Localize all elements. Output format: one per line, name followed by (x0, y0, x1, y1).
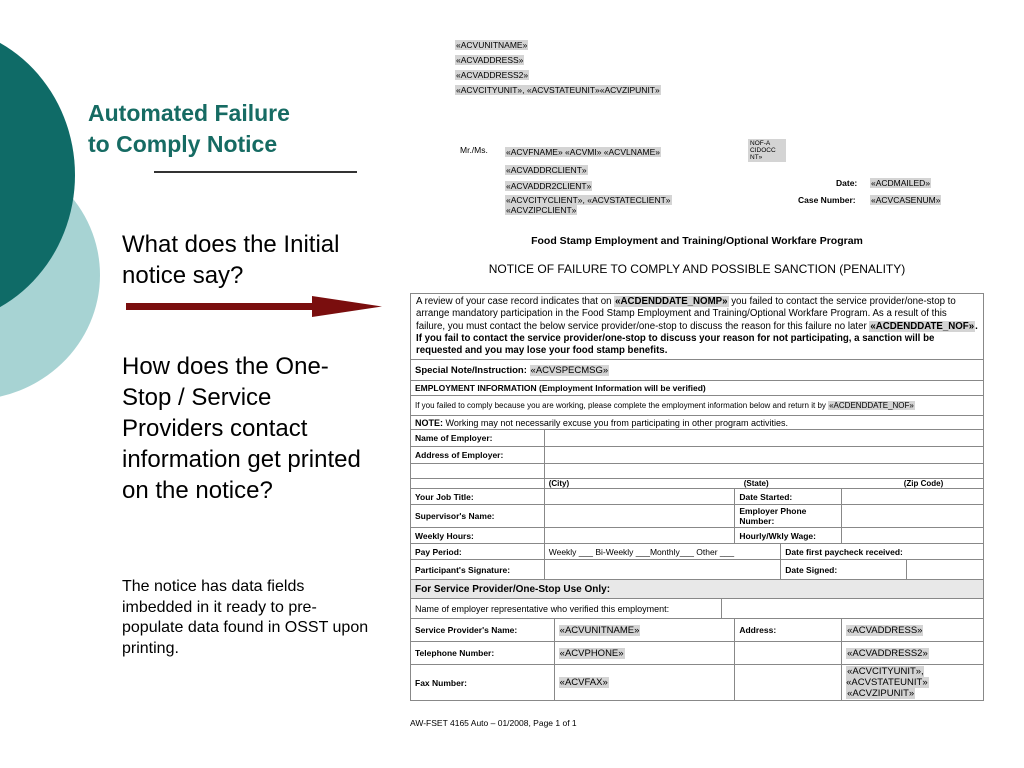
table-row (411, 396, 984, 416)
job-title-label: Your Job Title: (411, 489, 545, 505)
date-value: «ACDMAILED» (871, 178, 931, 188)
if-failed-cell: If you failed to comply because you are working, please complete the employment information below and return it by «ACDENDDATE_NOF» (411, 396, 984, 416)
table-row (411, 447, 984, 464)
table-row (411, 560, 984, 580)
client-zip-field: «ACVZIPCLIENT» (506, 205, 577, 215)
pay-period-options: Weekly ___ Bi-Weekly ___Monthly___ Other ___ (544, 544, 781, 560)
telephone-field: «ACVPHONE» (559, 647, 624, 659)
unit-city-field: «ACVCITYUNIT», «ACVSTATEUNIT»«ACVZIPUNIT» (456, 85, 660, 95)
service-provider-name-field: «ACVUNITNAME» (559, 624, 640, 636)
client-addr-field: «ACVADDRCLIENT» (506, 165, 587, 175)
table-row (411, 544, 984, 560)
special-note-cell: Special Note/Instruction: «ACVSPECMSG» (411, 360, 984, 381)
pay-period-label: Pay Period: (411, 544, 545, 560)
unit-name-field: «ACVUNITNAME» (456, 40, 528, 50)
hourly-wage-label: Hourly/Wkly Wage: (735, 528, 842, 544)
service-provider-name-label: Service Provider's Name: (411, 619, 555, 642)
answer-note: The notice has data fields imbedded in it ready to pre-populate data found in OSST upon printing. (122, 578, 369, 657)
table-row (411, 479, 984, 489)
provider-use-heading: For Service Provider/One-Stop Use Only: (411, 580, 984, 599)
table-row (411, 430, 984, 447)
unit-address-block (455, 38, 661, 98)
client-addr2-field: «ACVADDR2CLIENT» (506, 181, 592, 191)
nof-code-field: NOF-A CIDOCC NT» (748, 139, 786, 162)
fax-field: «ACVFAX» (559, 677, 608, 689)
enddate-nof-field: «ACDENDDATE_NOF» (870, 320, 975, 332)
notice-title: NOTICE OF FAILURE TO COMPLY AND POSSIBLE SANCTION (PENALITY) (488, 262, 906, 276)
salutation: Mr./Ms. (460, 145, 488, 155)
table-row (411, 416, 984, 430)
table-row (411, 599, 984, 619)
date-signed-label: Date Signed: (781, 560, 907, 580)
addr-employer-label: Address of Employer: (411, 447, 545, 464)
table-row (411, 294, 984, 360)
table-row (411, 580, 984, 599)
name-employer-value (544, 430, 983, 447)
address-label: Address: (735, 619, 842, 642)
table-row (411, 505, 984, 528)
date-label: Date: (836, 178, 858, 188)
addr-employer-value (544, 447, 983, 464)
provider-address2-field: «ACVADDRESS2» (847, 647, 928, 659)
slide-title-line1: Automated Failure (88, 100, 290, 126)
slide-title (88, 98, 388, 160)
form-footer: AW-FSET 4165 Auto – 01/2008, Page 1 of 1 (410, 718, 577, 728)
participant-signature-label: Participant's Signature: (411, 560, 545, 580)
client-city-field: «ACVCITYCLIENT», «ACVSTATECLIENT» (506, 195, 671, 205)
supervisor-label: Supervisor's Name: (411, 505, 545, 528)
slide-title-line2: to Comply Notice (88, 131, 278, 157)
employment-info-heading: EMPLOYMENT INFORMATION (Employment Information will be verified) (411, 381, 984, 396)
first-paycheck-label: Date first paycheck received: (781, 544, 984, 560)
client-name-field: «ACVFNAME» «ACVMI» «ACVLNAME» (506, 147, 660, 157)
question-contact-info: How does the One-Stop / Service Providers contact information get printed on the notice? (122, 353, 361, 504)
city-state-zip-headers: (City) (State) (Zip Code) (544, 479, 983, 489)
failure-paragraph: A review of your case record indicates that on «ACDENDDATE_NOMP» you failed to contact the service provider/one-stop to arrange mandatory participation in the Food Stamp Employment and Training/Optional Workfare Program. As a result of this failure, you must contact the below service provider/one-stop to discuss the reason for this failure no later «ACDENDDATE_NOF». If you fail to contact the service provider/one-stop to discuss your reason for not participating, a sanction will be requested and you may lose your food stamp benefits. (411, 294, 984, 360)
provider-city-state-field: «ACVCITYUNIT», «ACVSTATEUNIT» (846, 666, 928, 689)
client-address-block (505, 145, 672, 217)
unit-address-field: «ACVADDRESS» (456, 55, 524, 65)
table-row (411, 360, 984, 381)
table-row (411, 381, 984, 396)
note-cell: NOTE: Working may not necessarily excuse you from participating in other program activities. (411, 416, 984, 430)
name-employer-label: Name of Employer: (411, 430, 545, 447)
telephone-label: Telephone Number: (411, 642, 555, 665)
enddate-nof-field-2: «ACDENDDATE_NOF» (829, 401, 914, 411)
title-underline (154, 171, 357, 173)
special-msg-field: «ACVSPECMSG» (530, 364, 609, 376)
unit-address2-field: «ACVADDRESS2» (456, 70, 529, 80)
table-row (411, 528, 984, 544)
employer-phone-label: Employer Phone Number: (735, 505, 842, 528)
date-started-label: Date Started: (735, 489, 842, 505)
weekly-hours-label: Weekly Hours: (411, 528, 545, 544)
provider-address-field: «ACVADDRESS» (847, 624, 923, 636)
table-row (411, 619, 984, 642)
program-heading: Food Stamp Employment and Training/Optional Workfare Program (531, 235, 863, 247)
case-number-value: «ACVCASENUM» (871, 195, 941, 205)
table-row (411, 665, 984, 701)
question-initial-notice: What does the Initial notice say? (122, 231, 340, 289)
fax-label: Fax Number: (411, 665, 555, 701)
case-number-label: Case Number: (798, 195, 856, 205)
enddate-nomp-field: «ACDENDDATE_NOMP» (615, 296, 728, 307)
table-row (411, 464, 984, 479)
table-row (411, 489, 984, 505)
right-arrow-icon (126, 295, 382, 319)
table-row (411, 642, 984, 665)
rep-verified-label: Name of employer representative who verified this employment: (411, 599, 722, 619)
provider-zip-field: «ACVZIPUNIT» (847, 688, 915, 700)
notice-form-table (410, 293, 984, 701)
